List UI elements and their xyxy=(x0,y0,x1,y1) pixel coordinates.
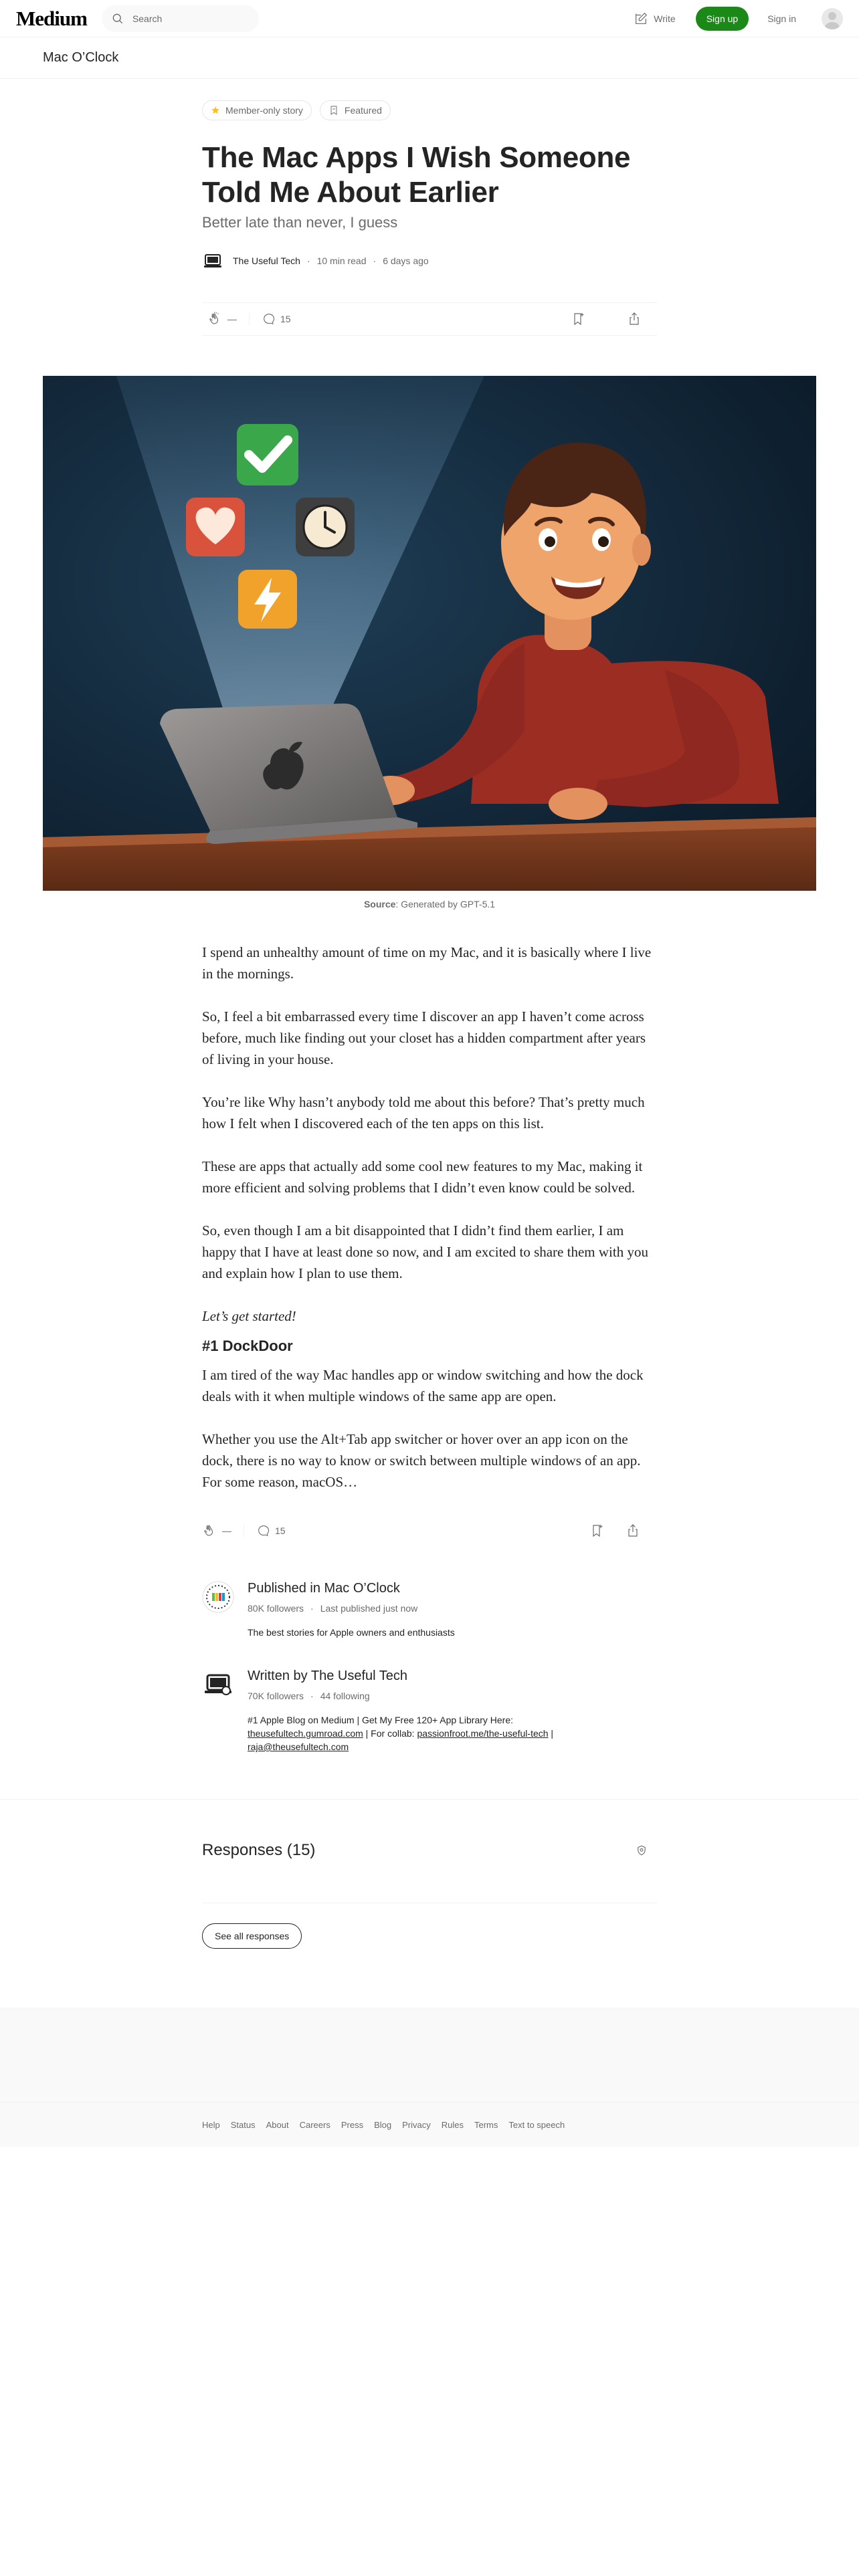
article-header xyxy=(202,100,657,336)
read-time: 10 min read xyxy=(316,255,367,266)
footer-link-help[interactable]: Help xyxy=(202,2119,220,2130)
publish-date: 6 days ago xyxy=(383,255,429,266)
response-count: 15 xyxy=(275,1525,286,1536)
author-logo-icon xyxy=(202,1669,234,1701)
author-followers: 70K followers xyxy=(248,1691,304,1701)
footer-link-terms[interactable]: Terms xyxy=(474,2119,498,2130)
write-label: Write xyxy=(654,13,676,24)
search-box[interactable] xyxy=(102,5,259,32)
responses-button-bottom[interactable] xyxy=(256,1523,286,1538)
clap-button[interactable] xyxy=(207,311,237,327)
clap-count: — xyxy=(227,314,237,324)
signin-link[interactable]: Sign in xyxy=(767,13,796,24)
bookmark-add-icon[interactable] xyxy=(570,311,586,327)
publication-description: The best stories for Apple owners and enthusiasts xyxy=(248,1627,455,1638)
paragraph: You’re like Why hasn’t anybody told me about this before? That’s pretty much how I felt when I discovered each of the ten apps on this list. xyxy=(202,1094,645,1132)
see-all-responses-button[interactable]: See all responses xyxy=(202,1923,302,1949)
publication-card-title[interactable]: Published in Mac O’Clock xyxy=(248,1581,400,1596)
section-heading: #1 DockDoor xyxy=(202,1337,293,1354)
featured-badge[interactable] xyxy=(320,100,391,120)
article-body xyxy=(202,942,657,1753)
article-action-bar xyxy=(202,302,657,336)
footer-link-rules[interactable]: Rules xyxy=(441,2119,464,2130)
responses-button[interactable] xyxy=(262,312,291,326)
publication-last-published: Last published just now xyxy=(320,1603,418,1614)
footer-link-press[interactable]: Press xyxy=(341,2119,364,2130)
clap-icon xyxy=(202,1523,218,1539)
paragraph: So, even though I am a bit disappointed that I didn’t find them earlier, I am happy that I have at least done so now, and I am excited to share them with you and explain how I plan to use them. xyxy=(202,1222,648,1281)
star-icon xyxy=(211,106,220,115)
caption-text: : Generated by GPT-5.1 xyxy=(395,899,496,909)
hero-image xyxy=(43,376,816,891)
bookmark-add-icon[interactable] xyxy=(589,1523,605,1539)
responses-title: Responses (15) xyxy=(202,1841,316,1859)
comment-icon xyxy=(262,312,276,326)
user-avatar-icon xyxy=(822,8,843,29)
footer-link-status[interactable]: Status xyxy=(230,2119,256,2130)
author-logo-icon xyxy=(203,251,223,271)
author-avatar[interactable] xyxy=(202,250,223,272)
paragraph: So, I feel a bit embarrassed every time I discover an app I haven’t come across before, much like finding out your closet has a hidden compartment after years of living in your house. xyxy=(202,1008,646,1067)
hero-illustration xyxy=(43,376,816,891)
search-input[interactable]: Search xyxy=(132,13,163,24)
footer-link-text-to-speech[interactable]: Text to speech xyxy=(508,2119,565,2130)
user-avatar[interactable] xyxy=(822,8,843,29)
byline: The Useful Tech · 10 min read · 6 days ago xyxy=(202,250,657,272)
member-only-label: Member-only story xyxy=(225,105,303,116)
featured-icon xyxy=(328,105,339,116)
paragraph: I spend an unhealthy amount of time on my Mac, and it is basically where I live in the mornings. xyxy=(202,944,652,982)
author-bio: #1 Apple Blog on Medium | Get My Free 120+ App Library Here: theusefultech.gumroad.com | For collab: passionfroot.me/the-useful-tech | raja@theusefultech.com xyxy=(248,1715,554,1752)
search-icon xyxy=(111,12,124,25)
footer-link-about[interactable]: About xyxy=(266,2119,289,2130)
article-title: The Mac Apps I Wish Someone Told Me About Earlier xyxy=(202,141,631,209)
caption-label: Source xyxy=(363,899,396,909)
italic-intro: Let’s get started! xyxy=(202,1308,296,1324)
share-icon[interactable] xyxy=(626,311,642,327)
responses-section xyxy=(202,1841,657,1949)
top-navigation xyxy=(0,0,859,37)
publication-logo[interactable] xyxy=(202,1581,234,1613)
shield-icon[interactable] xyxy=(636,1844,648,1856)
email-link[interactable]: raja@theusefultech.com xyxy=(248,1741,349,1752)
author-following: 44 following xyxy=(320,1691,370,1701)
publication-name[interactable]: Mac O’Clock xyxy=(43,50,119,65)
comment-icon xyxy=(256,1523,271,1538)
member-only-badge xyxy=(202,100,312,120)
write-button[interactable] xyxy=(634,11,675,26)
footer-link-privacy[interactable]: Privacy xyxy=(402,2119,431,2130)
publication-bar xyxy=(0,37,859,79)
paragraph: Whether you use the Alt+Tab app switcher or hover over an app icon on the dock, there is no way to know or switch between multiple windows of an app. For some reason, macOS… xyxy=(202,1431,641,1490)
clap-button-bottom[interactable] xyxy=(202,1523,231,1539)
clap-icon xyxy=(207,311,223,327)
clap-count: — xyxy=(222,1525,231,1536)
author-card-title[interactable]: Written by The Useful Tech xyxy=(248,1669,408,1683)
passionfroot-link[interactable]: passionfroot.me/the-useful-tech xyxy=(417,1728,549,1739)
signup-button[interactable]: Sign up xyxy=(696,7,749,31)
footer xyxy=(0,2103,859,2147)
mac-oclock-logo-icon xyxy=(202,1581,234,1613)
author-name[interactable]: The Useful Tech xyxy=(233,255,300,266)
bottom-action-bar xyxy=(202,1514,657,1547)
article-subtitle: Better late than never, I guess xyxy=(202,214,398,231)
medium-logo[interactable]: Medium xyxy=(16,6,87,30)
footer-band xyxy=(0,2008,859,2103)
paragraph: These are apps that actually add some cool new features to my Mac, making it more efficient and solving problems that I didn’t even know could be solved. xyxy=(202,1158,643,1196)
author-card-avatar[interactable] xyxy=(202,1669,234,1701)
footer-link-careers[interactable]: Careers xyxy=(299,2119,330,2130)
response-count: 15 xyxy=(280,314,291,324)
publication-card: Published in Mac O’Clock 80K followers · Last published just now The best stories for Apple owners and enthusiasts xyxy=(202,1581,657,1639)
author-card: Written by The Useful Tech 70K followers · 44 following #1 Apple Blog on Medium | Get My Free 120+ App Library Here: theusefultech.gumroad.com | For collab: passionfroot.me/the-useful-tech | raja@theusefultech.com xyxy=(202,1669,657,1753)
write-icon xyxy=(634,11,648,26)
publication-followers: 80K followers xyxy=(248,1603,304,1614)
featured-label: Featured xyxy=(344,105,382,116)
paragraph: I am tired of the way Mac handles app or window switching and how the dock deals with it when multiple windows of the same app are open. xyxy=(202,1367,644,1404)
divider xyxy=(0,1799,859,1800)
image-caption xyxy=(0,899,859,909)
footer-link-blog[interactable]: Blog xyxy=(374,2119,392,2130)
share-icon[interactable] xyxy=(625,1523,641,1539)
gumroad-link[interactable]: theusefultech.gumroad.com xyxy=(248,1728,363,1739)
